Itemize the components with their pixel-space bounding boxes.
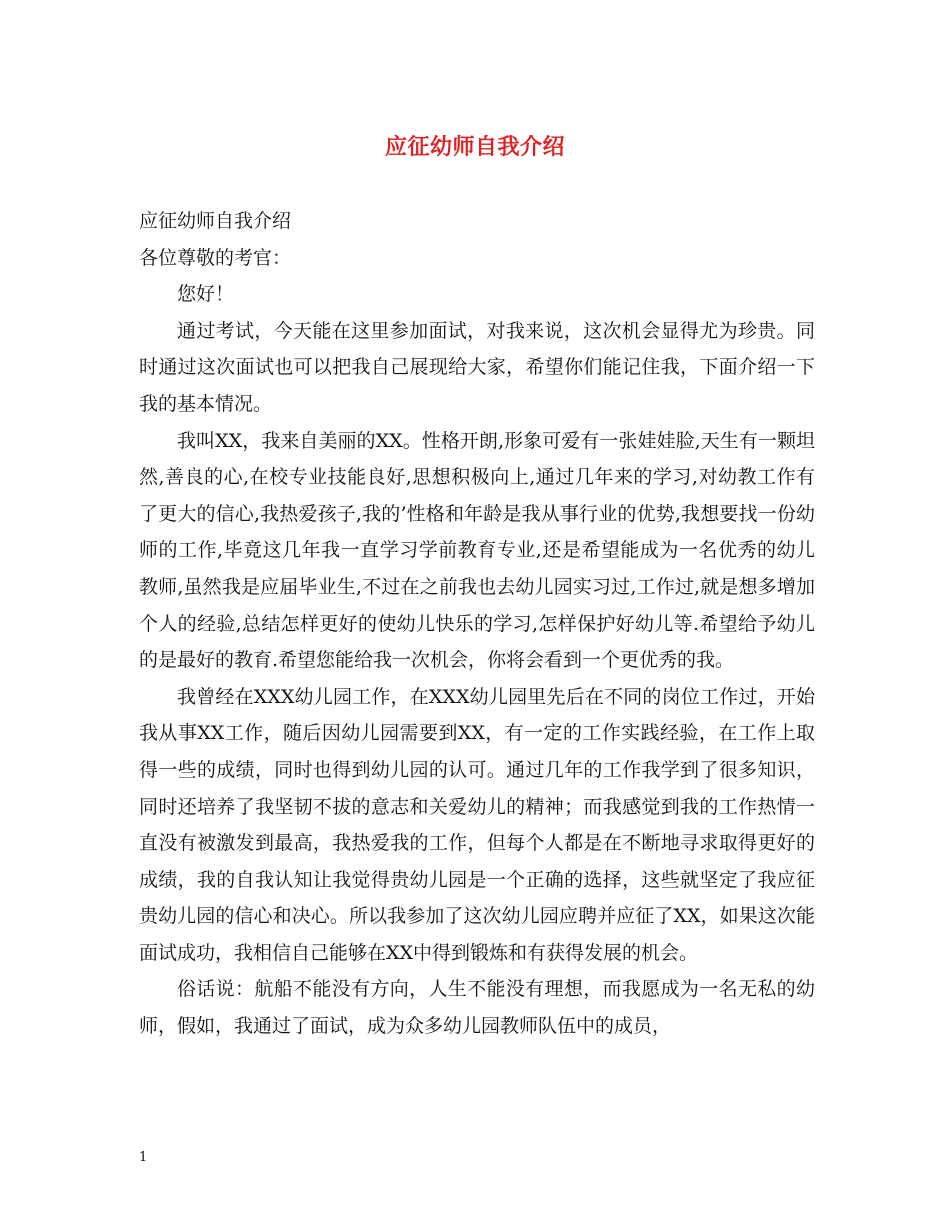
paragraph: 我曾经在XXX幼儿园工作，在XXX幼儿园里先后在不同的岗位工作过，开始我从事XX工作，随后因幼儿园需要到XX，有一定的工作实践经验，在工作上取得一些的成绩，同时也得到幼儿园的认可。通过几年的工作我学到了很多知识，同时还培养了我坚韧不拔的意志和关爱幼儿的精神；而我感觉到我的工作热情一直没有被激发到最高，我热爱我的工作，但每个人都是在不断地寻求取得更好的成绩，我的自我认知让我觉得贵幼儿园是一个正确的选择，这些就坚定了我应征贵幼儿园的信心和决心。所以我参加了这次幼儿园应聘并应征了XX，如果这次能面试成功，我相信自己能够在XX中得到锻炼和有获得发展的机会。 <box>139 685 815 964</box>
greeting: 您好！ <box>177 283 235 306</box>
page-number: 1 <box>139 1150 148 1165</box>
salutation: 各位尊敬的考官： <box>139 246 292 269</box>
document-subtitle: 应征幼师自我介绍 <box>139 210 292 232</box>
document-title: 应征幼师自我介绍 <box>384 134 565 160</box>
document-body <box>139 203 815 1045</box>
paragraph: 俗话说：航船不能没有方向，人生不能没有理想，而我愿成为一名无私的幼师，假如，我通过了面试，成为众多幼儿园教师队伍中的成员， <box>139 978 815 1038</box>
paragraph: 我叫XX，我来自美丽的XX。性格开朗,形象可爱有一张娃娃脸,天生有一颗坦然,善良的心,在校专业技能良好,思想积极向上,通过几年来的学习,对幼教工作有了更大的信心,我热爱孩子,我的’性格和年龄是我从事行业的优势,我想要找一份幼师的工作,毕竟这几年我一直学习学前教育专业,还是希望能成为一名优秀的幼儿教师,虽然我是应届毕业生,不过在之前我也去幼儿园实习过,工作过,就是想多增加个人的经验,总结怎样更好的使幼儿快乐的学习,怎样保护好幼儿等.希望给予幼儿的是最好的教育.希望您能给我一次机会，你将会看到一个更优秀的我。 <box>139 429 815 672</box>
paragraph: 通过考试，今天能在这里参加面试，对我来说，这次机会显得尤为珍贵。同时通过这次面试也可以把我自己展现给大家，希望你们能记住我，下面介绍一下我的基本情况。 <box>139 319 815 415</box>
